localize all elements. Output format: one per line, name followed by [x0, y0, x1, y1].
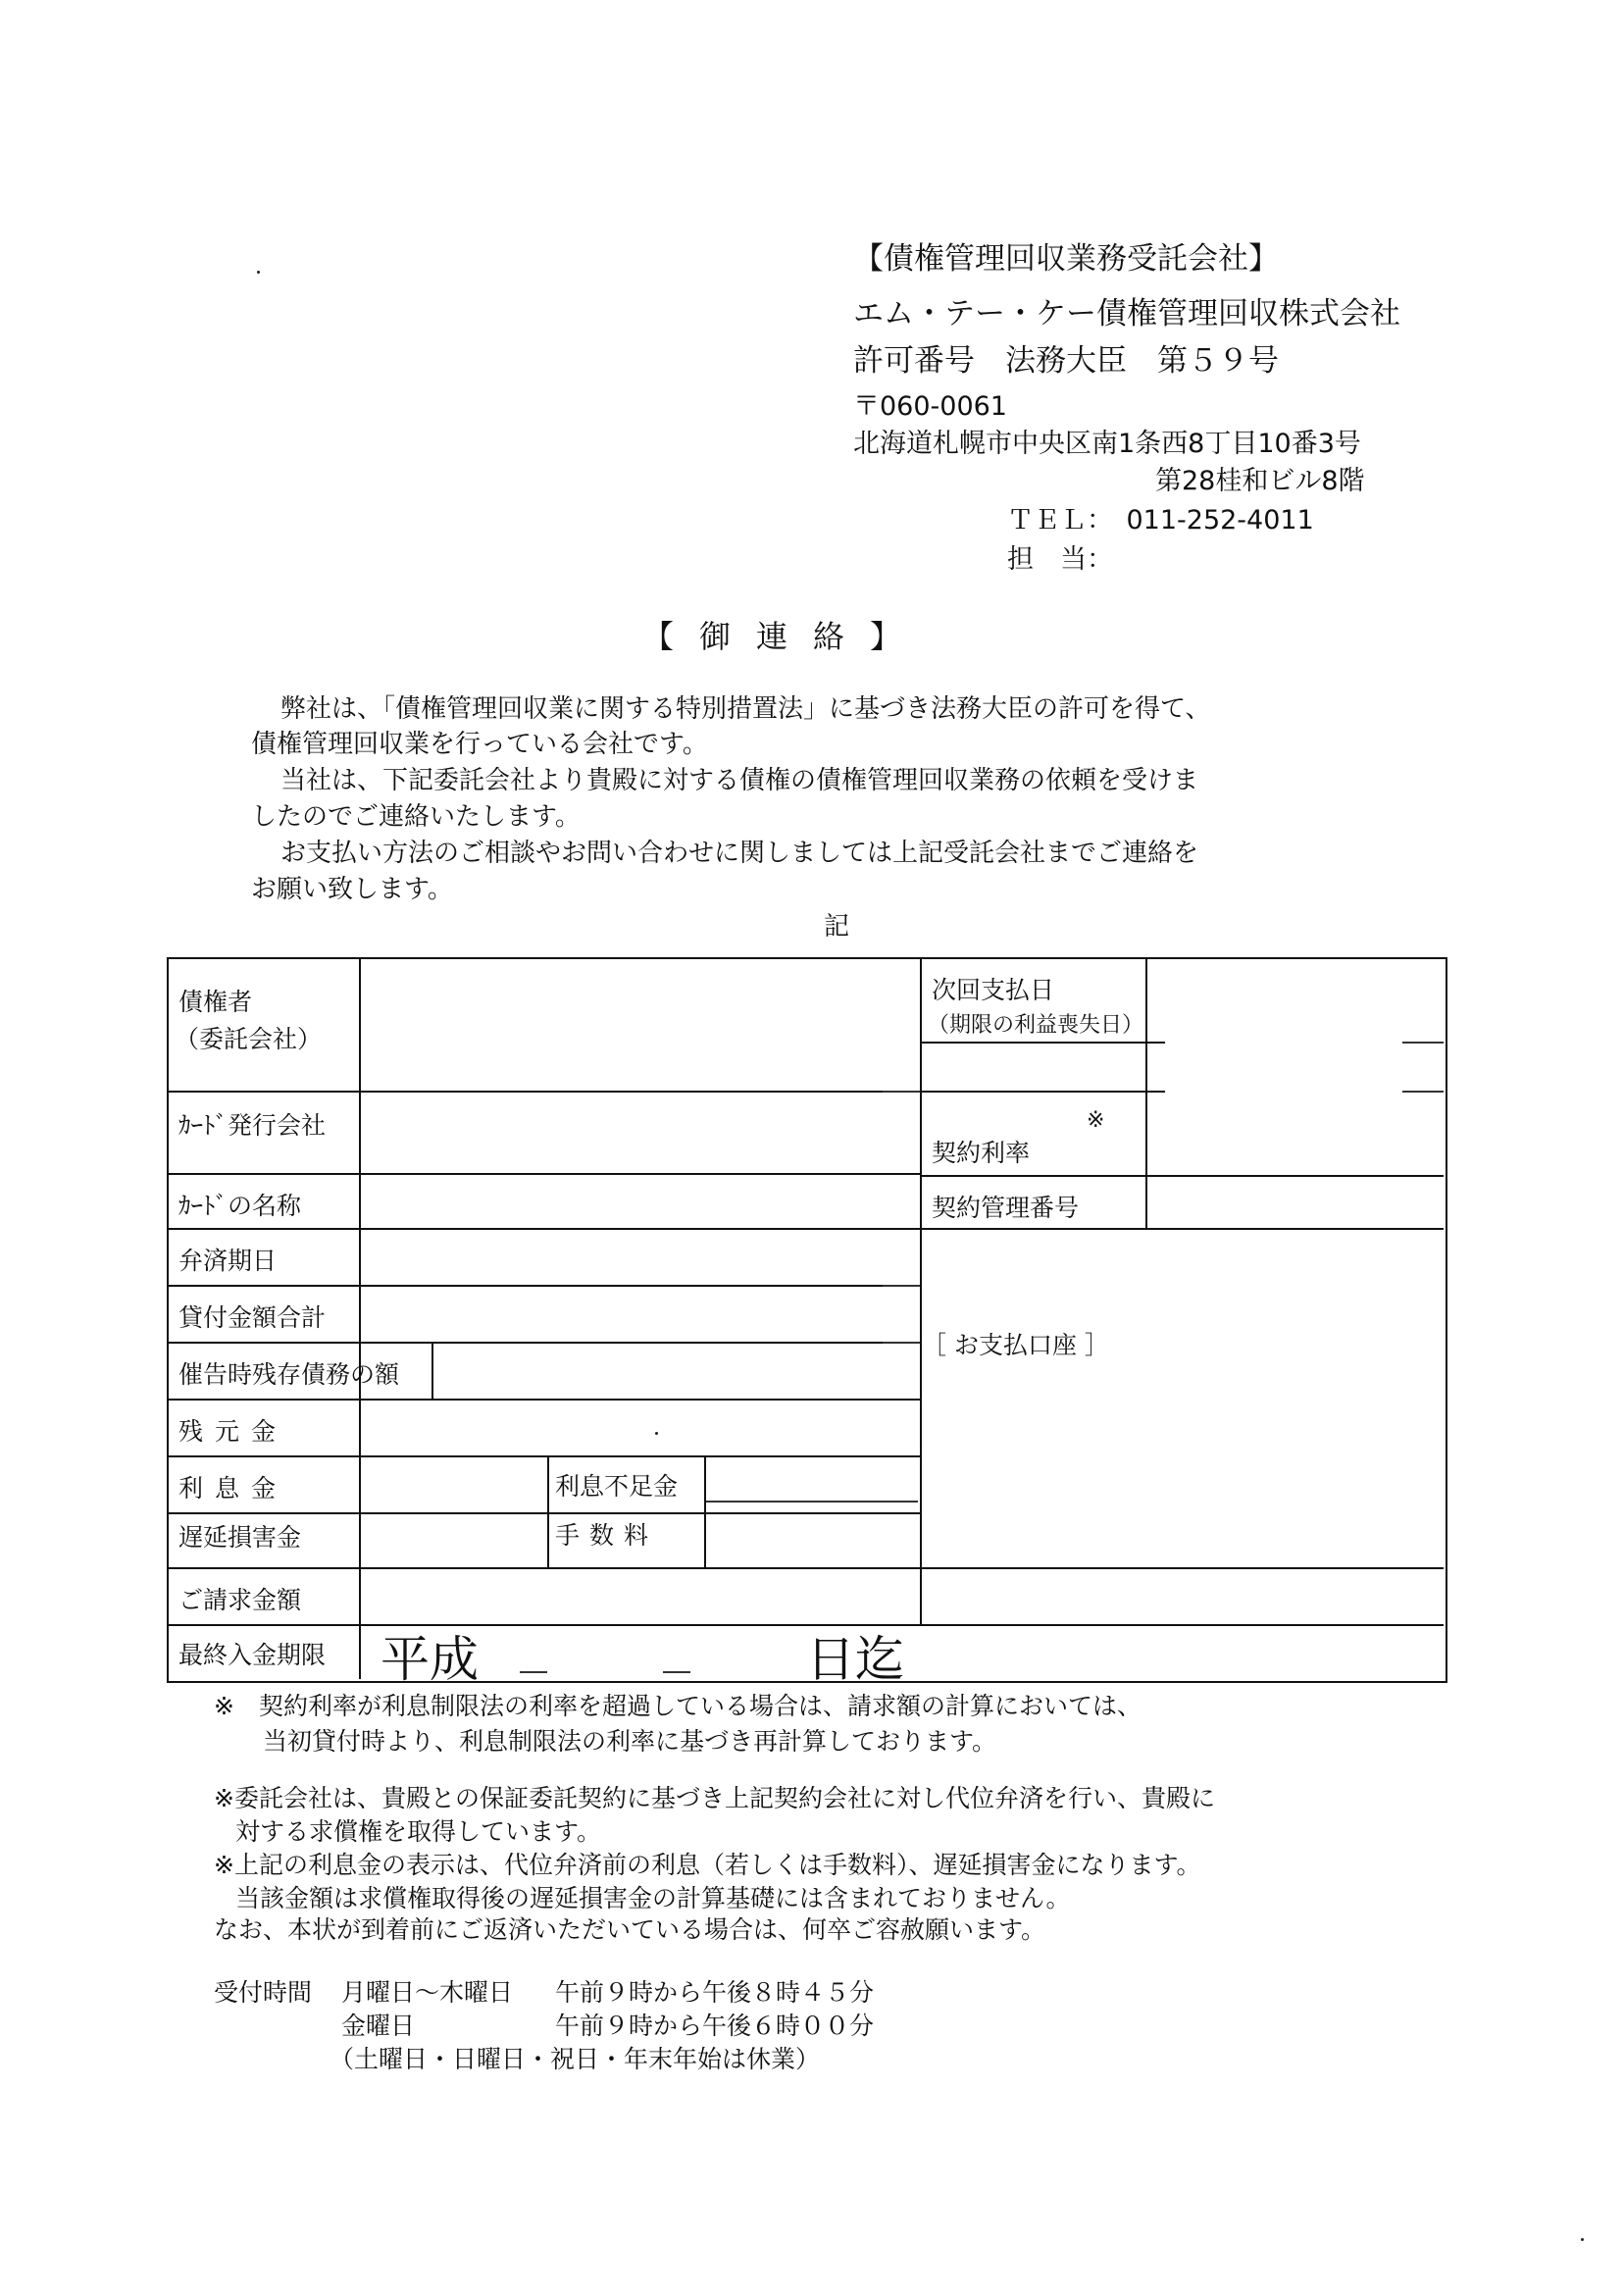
deadline-era: 平成 [381, 1631, 479, 1688]
label-creditor-sub: （委託会社） [175, 1025, 323, 1053]
label-interest-shortfall: 利息不足金 [555, 1472, 679, 1501]
hours-weekday-time: 午前９時から午後８時４５分 [555, 1978, 875, 2007]
label-contract-number: 契約管理番号 [932, 1194, 1080, 1222]
hours-label: 受付時間 [214, 1978, 313, 2007]
note-1-line-1: ※ 契約利率が利息制限法の利率を超過している場合は、請求額の計算においては、 [214, 1692, 1142, 1720]
label-card-issuer: ｶｰﾄﾞ発行会社 [178, 1111, 327, 1140]
hours-weekday-days: 月曜日～木曜日 [341, 1978, 514, 2007]
label-card-name: ｶｰﾄﾞの名称 [178, 1192, 302, 1220]
label-late-damages: 遅延損害金 [178, 1523, 302, 1552]
contract-rate-mark: ※ [1087, 1108, 1105, 1133]
label-repaid-date: 弁済期日 [178, 1247, 278, 1275]
hours-closed: （土曜日・日曜日・祝日・年末年始は休業） [330, 2045, 821, 2073]
note-3-line-2: 当該金額は求償権取得後の遅延損害金の計算基礎には含まれておりません。 [235, 1884, 1071, 1912]
license-number: 許可番号 法務大臣 第５９号 [853, 343, 1279, 379]
note-1-line-2: 当初貸付時より、利息制限法の利率に基づき再計算しております。 [263, 1727, 997, 1756]
scan-speck [257, 271, 260, 274]
hours-friday-time: 午前９時から午後６時００分 [555, 2012, 875, 2040]
label-next-payment-sub: （期限の利益喪失日） [928, 1013, 1144, 1038]
intro-line-2: 債権管理回収業を行っている会社です。 [251, 730, 708, 759]
label-remaining-debt: 催告時残存債務の額 [178, 1360, 400, 1389]
company-name: エム・テー・ケー債権管理回収株式会社 [853, 296, 1400, 331]
company-role: 【債権管理回収業務受託会社】 [853, 241, 1279, 277]
intro-line-6: お願い致します。 [251, 875, 453, 904]
intro-line-1: 弊社は、「債権管理回収業に関する特別措置法」に基づき法務大臣の許可を得て、 [280, 694, 1211, 724]
intro-line-3: 当社は、下記委託会社より貴殿に対する債権の債権管理回収業務の依頼を受けま [280, 766, 1199, 795]
intro-line-5: お支払い方法のご相談やお問い合わせに関しましては上記受託会社までご連絡を [280, 839, 1199, 868]
note-4: なお、本状が到着前にご返済いただいている場合は、何卒ご容赦願います。 [214, 1915, 1046, 1944]
ki-mark: 記 [824, 912, 850, 942]
label-principal: 残元金 [178, 1417, 288, 1446]
label-final-deadline: 最終入金期限 [178, 1641, 327, 1669]
note-2-line-2: 対する求償権を取得しています。 [235, 1817, 602, 1846]
note-2-line-1: ※委託会社は、貴殿との保証委託契約に基づき上記契約会社に対し代位弁済を行い、貴殿に [214, 1784, 1215, 1812]
label-billed-amount: ご請求金額 [178, 1586, 302, 1614]
label-fee: 手数料 [555, 1521, 659, 1550]
address-line-1: 北海道札幌市中央区南1条西8丁目10番3号 [853, 429, 1361, 459]
page-title: 【御連絡】 [642, 618, 928, 655]
postal-code: 〒060-0061 [853, 391, 1007, 422]
scan-speck [1581, 2238, 1584, 2241]
contact-person: 担 当： [1007, 544, 1113, 575]
label-payment-account: ［ お支払口座 ］ [922, 1331, 1109, 1359]
label-creditor: 債権者 [178, 988, 253, 1016]
note-3-line-1: ※上記の利息金の表示は、代位弁済前の利息（若しくは手数料）、遅延損害金になります。 [214, 1851, 1201, 1879]
address-line-2: 第28桂和ビル8階 [1155, 466, 1365, 496]
label-next-payment: 次回支払日 [932, 976, 1055, 1004]
tel: ＴＥＬ： 011-252-4011 [1007, 505, 1314, 535]
scan-speck [655, 1432, 658, 1435]
hours-friday-days: 金曜日 [341, 2012, 416, 2040]
deadline-suffix: 日迄 [806, 1631, 904, 1688]
label-loan-total: 貸付金額合計 [178, 1303, 327, 1332]
intro-line-4: したのでご連絡いたします。 [251, 802, 581, 832]
label-contract-rate: 契約利率 [932, 1139, 1031, 1167]
label-interest: 利息金 [178, 1474, 288, 1503]
